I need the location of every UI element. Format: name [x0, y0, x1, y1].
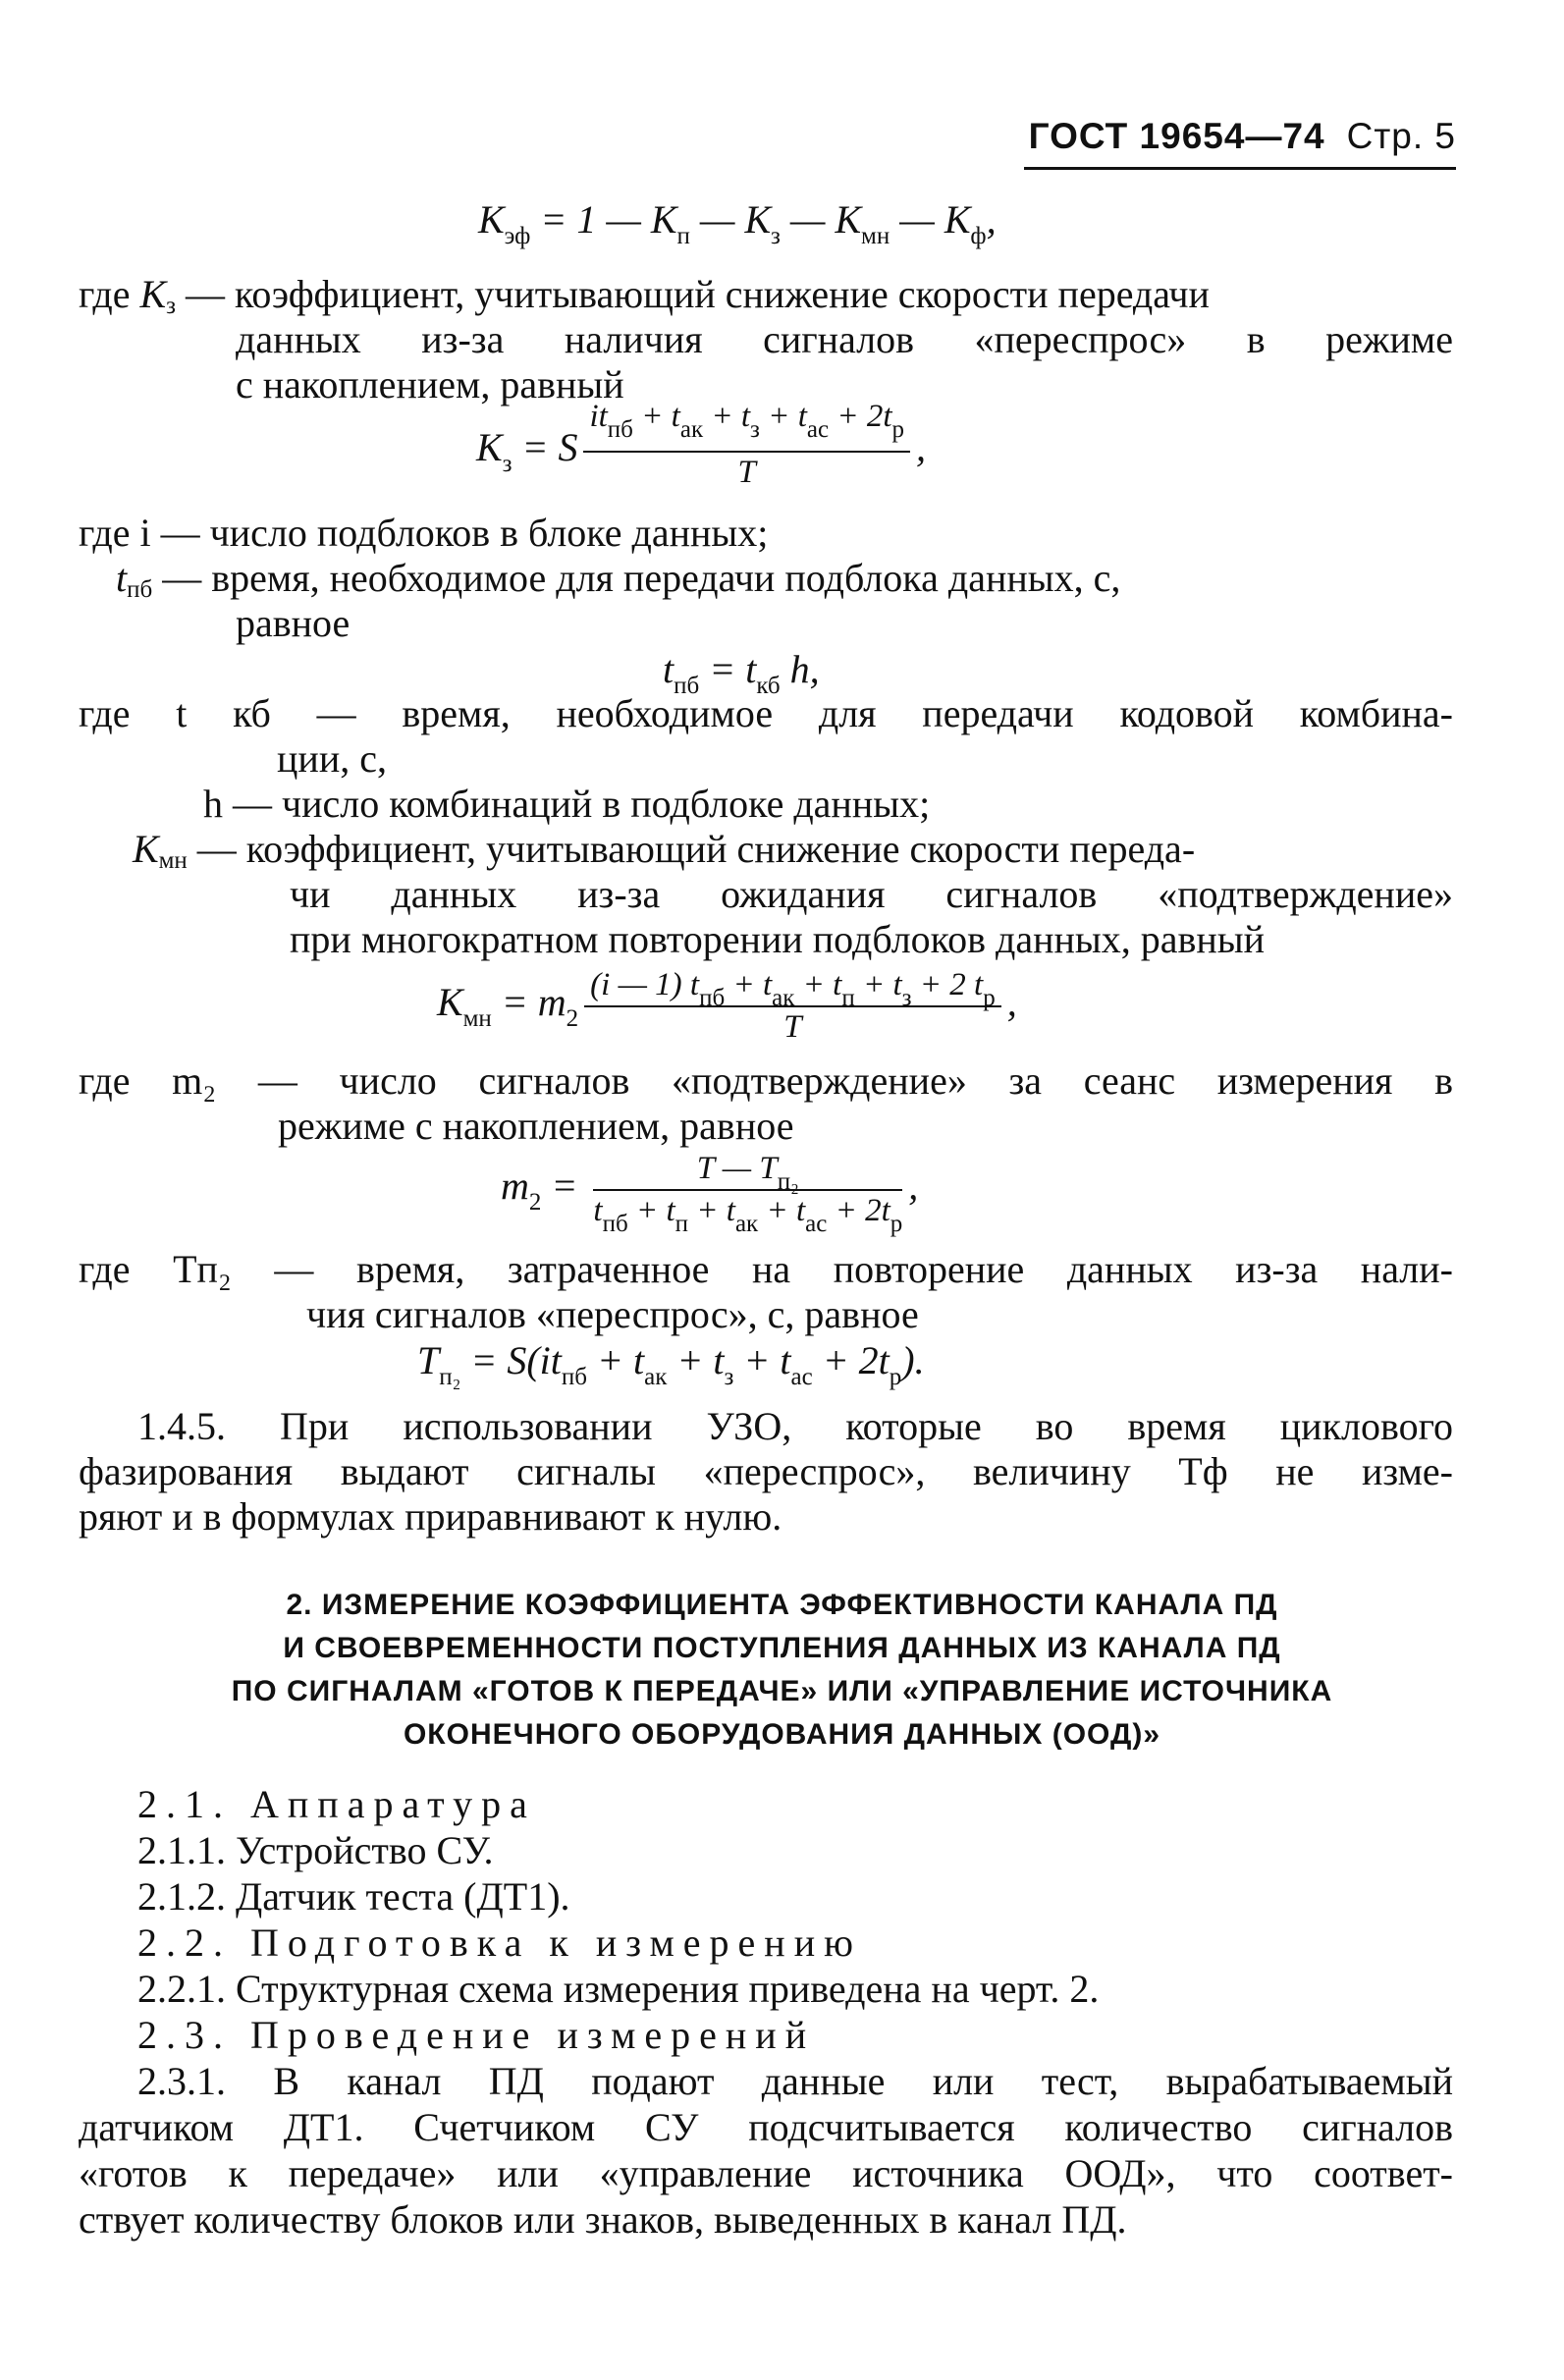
s212: 2.1.2. Датчик теста (ДТ1). [137, 1874, 570, 1919]
page-header [1024, 116, 1456, 157]
s211: 2.1.1. Устройство СУ. [137, 1828, 494, 1872]
formula-keff: $К_{эф} = 1$ — $К_п$ — $К_з$ — $К_{мн}$ — $К_ф$, [478, 197, 997, 249]
formula-tpb: $t_{пб} = t_{кб}$ h, [663, 647, 820, 699]
standard-number: ГОСТ 19654—74 [1028, 116, 1325, 156]
s231-line3: «готов к передаче» или «управление источника ООД», что соответ- [79, 2151, 1453, 2195]
s23-title: 2.3. Проведение измерений [137, 2013, 816, 2057]
kmn-def-line1: Кмн — коэффициент, учитывающий снижение скорости переда- [133, 827, 1196, 874]
h-def: h — число комбинаций в подблоке данных; [203, 782, 931, 826]
tp2-def-line2: чия сигналов «переспрос», с, равное [306, 1292, 919, 1336]
kmn-def-line3: при многократном повторении подблоков данных, равный [290, 917, 1266, 961]
formula-k3: $К_з = S$ $\frac{it_{пб} + t_{ак} + t_з + t_{ас} + 2t_р}{T}$ , [476, 399, 926, 490]
s221: 2.2.1. Структурная схема измерения приведена на черт. 2. [137, 1967, 1100, 2011]
tpb-def-line1: tпб — время, необходимое для передачи подблока данных, с, [116, 556, 1121, 603]
section2-heading-line3: ПО СИГНАЛАМ «ГОТОВ К ПЕРЕДАЧЕ» ИЛИ «УПРАВЛЕНИЕ ИСТОЧНИКА [231, 1675, 1333, 1707]
p145-line1: 1.4.5. При использовании УЗО, которые во время циклового [137, 1404, 1453, 1448]
header-rule [1024, 167, 1456, 170]
s231-line2: датчиком ДТ1. Счетчиком СУ подсчитывается количество сигналов [79, 2105, 1453, 2149]
section2-heading-line2: И СВОЕВРЕМЕННОСТИ ПОСТУПЛЕНИЯ ДАННЫХ ИЗ КАНАЛА ПД [283, 1632, 1281, 1664]
m2-def-line1: где m₂ — число сигналов «подтверждение» за сеанс измерения в [79, 1058, 1453, 1103]
page-number: Стр. 5 [1346, 116, 1456, 156]
tpb-def-line2: равное [236, 601, 351, 645]
tkb-def-line1: где t кб — время, необходимое для передачи кодовой комбина- [79, 691, 1453, 735]
s231-line1: 2.3.1. В канал ПД подают данные или тест, вырабатываемый [137, 2059, 1453, 2103]
formula-m2: $m_2$ = $\frac{T — T_{п_2}}{t_{пб} + t_п + t_{ак} + t_{ас} + 2t_р}$ , [501, 1151, 919, 1237]
formula-kmn: $К_{мн} = m_2$ $\frac{(i — 1) t_{пб} + t_{ак} + t_п + t_з + 2 t_р}{T}$ , [437, 967, 1017, 1045]
p145-line3: ряют и в формулах приравнивают к нулю. [79, 1494, 782, 1539]
p145-line2: фазирования выдают сигналы «переспрос», величину Tф не изме- [79, 1449, 1453, 1493]
tkb-def-line2: ции, с, [277, 736, 387, 781]
k3-def-line3: с накоплением, равный [236, 362, 624, 406]
kmn-def-line2: чи данных из-за ожидания сигналов «подтверждение» [290, 872, 1453, 916]
i-def: где i — число подблоков в блоке данных; [79, 511, 769, 555]
k3-def-line1: где Кз — коэффициент, учитывающий снижение скорости передачи [79, 272, 1210, 319]
section2-heading-line4: ОКОНЕЧНОГО ОБОРУДОВАНИЯ ДАННЫХ (ООД)» [403, 1718, 1161, 1751]
s21-title: 2.1. Аппаратура [137, 1782, 536, 1826]
formula-tp2: $T_{п_2} = S(it_{пб} + t_{ак} + t_з + t_{ас} + 2t_р)$. [417, 1338, 925, 1390]
s231-line4: ствует количеству блоков или знаков, выведенных в канал ПД. [79, 2197, 1127, 2242]
k3-def-line2: данных из-за наличия сигналов «переспрос» в режиме [236, 317, 1453, 361]
m2-def-line2: режиме с накоплением, равное [278, 1104, 794, 1148]
tp2-def-line1: где Tп₂ — время, затраченное на повторение данных из-за нали- [79, 1247, 1453, 1291]
s22-title: 2.2. Подготовка к измерению [137, 1920, 862, 1965]
section2-heading-line1: 2. ИЗМЕРЕНИЕ КОЭФФИЦИЕНТА ЭФФЕКТИВНОСТИ КАНАЛА ПД [286, 1589, 1278, 1621]
